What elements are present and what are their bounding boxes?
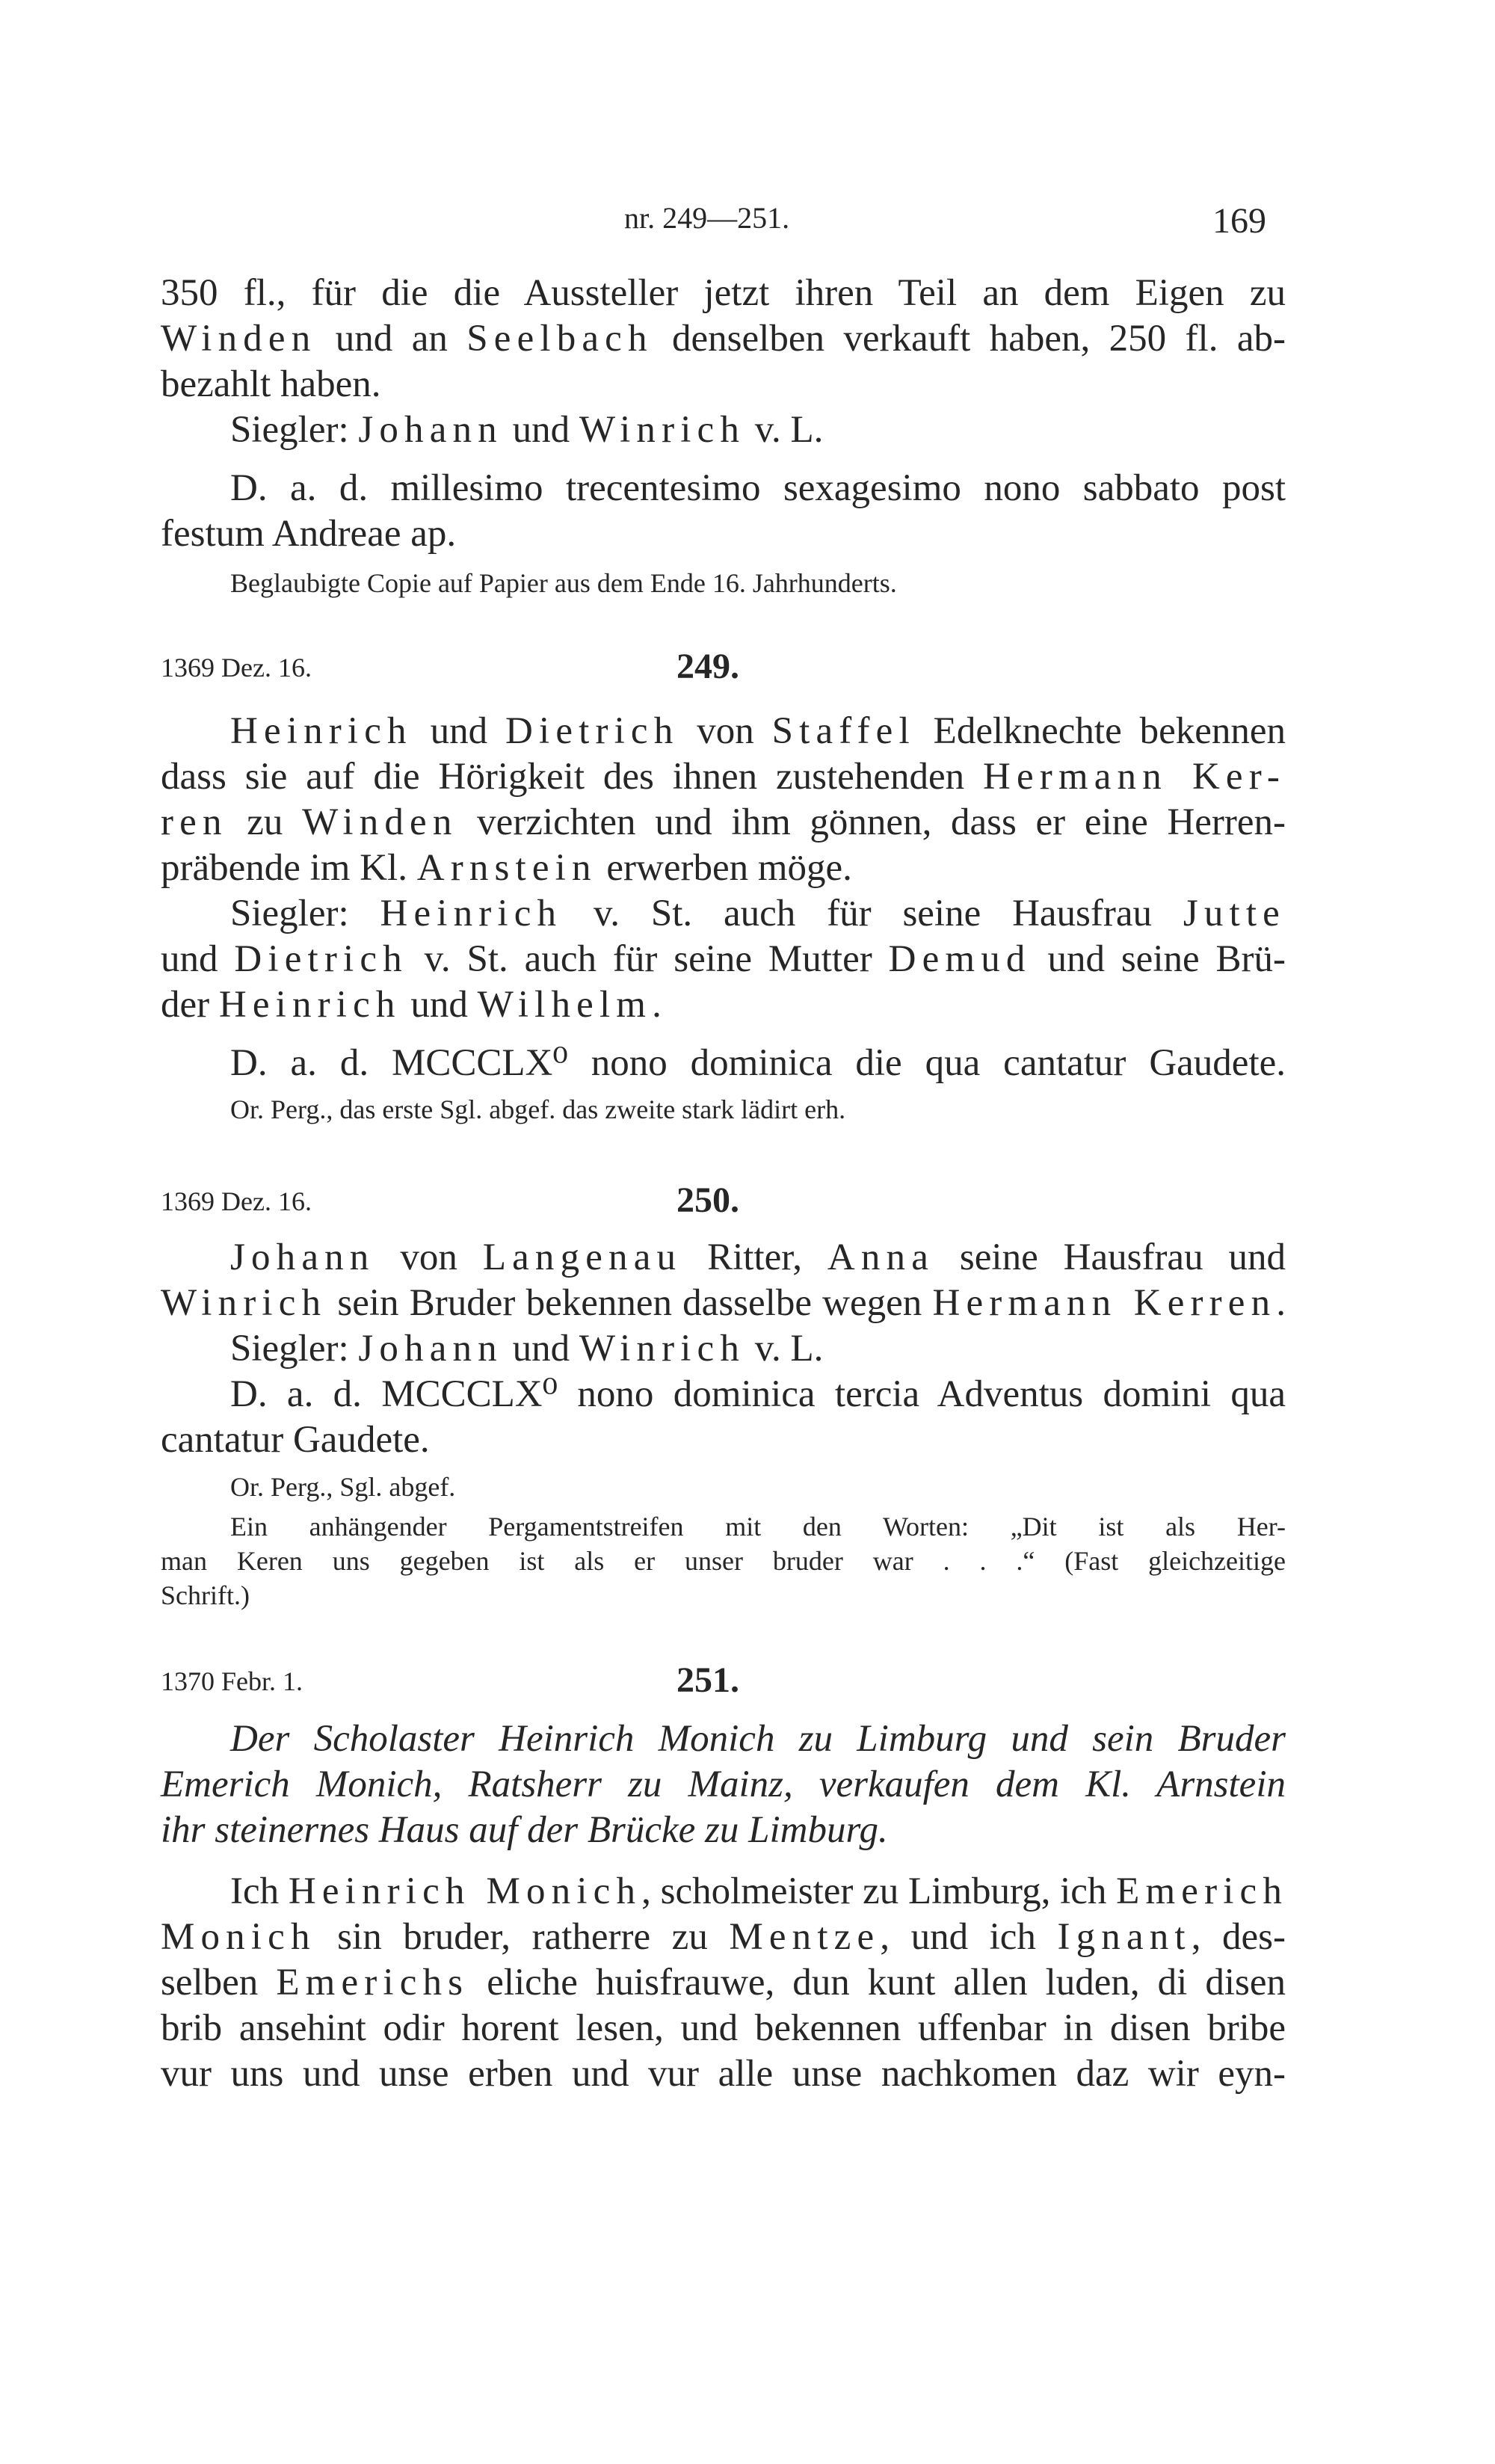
text-line: und Dietrich v. St. auch für seine Mutter Demud und seine Brü- [161,938,1286,980]
entry-249-date: 1369 Dez. 16. [161,653,312,683]
entry-250-number: 250. [676,1180,739,1220]
entry-251-date: 1370 Febr. 1. [161,1666,303,1696]
text-line: Monich sin bruder, ratherre zu Mentze, und ich Ignant, des- [161,1916,1286,1958]
text-line: Winrich sein Bruder bekennen dasselbe wegen Hermann Kerren. [161,1282,1286,1324]
text-line: festum Andreae ap. [161,513,457,555]
text-line: Heinrich und Dietrich von Staffel Edelknechte bekennen [230,710,1286,752]
text-line: cantatur Gaudete. [161,1419,430,1461]
text-line: Johann von Langenau Ritter, Anna seine Hausfrau und [230,1236,1286,1278]
source-note: Or. Perg., das erste Sgl. abgef. das zweite stark lädirt erh. [230,1094,846,1124]
regest-line: ihr steinernes Haus auf der Brücke zu Limburg. [161,1809,888,1851]
regest-line: Emerich Monich, Ratsherr zu Mainz, verkaufen dem Kl. Arnstein [161,1764,1286,1805]
source-note: Beglaubigte Copie auf Papier aus dem Ende 16. Jahrhunderts. [230,568,897,598]
page-number: 169 [1212,201,1266,241]
text-line: Siegler: Heinrich v. St. auch für seine Hausfrau Jutte [230,893,1286,934]
source-note: man Keren uns gegeben ist als er unser bruder war . . .“ (Fast gleichzeitige [161,1546,1286,1576]
text-line: brib ansehint odir horent lesen, und bekennen uffenbar in disen bribe [161,2007,1286,2049]
text-line: Siegler: Johann und Winrich v. L. [230,1328,824,1370]
source-note: Ein anhängender Pergamentstreifen mit den Worten: „Dit ist als Her- [230,1512,1286,1541]
text-line: D. a. d. millesimo trecentesimo sexagesimo nono sabbato post [230,467,1286,509]
text-line: 350 fl., für die die Aussteller jetzt ihren Teil an dem Eigen zu [161,272,1286,314]
text-line: Siegler: Johann und Winrich v. L. [230,409,824,451]
text-line: vur uns und unse erben und vur alle unse nachkomen daz wir eyn- [161,2053,1286,2095]
text-line: selben Emerichs eliche huisfrauwe, dun kunt allen luden, di disen [161,1962,1286,2003]
source-note: Or. Perg., Sgl. abgef. [230,1472,456,1502]
running-header: nr. 249—251. [624,201,790,235]
text-line: Winden und an Seelbach denselben verkauft haben, 250 fl. ab- [161,318,1286,360]
regest-line: Der Scholaster Heinrich Monich zu Limburg und sein Bruder [230,1718,1286,1760]
text-line: Ich Heinrich Monich, scholmeister zu Limburg, ich Emerich [230,1870,1288,1912]
text-line: bezahlt haben. [161,363,381,405]
entry-251-number: 251. [676,1660,739,1700]
text-line: präbende im Kl. Arnstein erwerben möge. [161,847,852,889]
text-line: dass sie auf die Hörigkeit des ihnen zustehenden Hermann Ker- [161,756,1286,798]
text-line: ren zu Winden verzichten und ihm gönnen, dass er eine Herren- [161,801,1286,843]
text-line: der Heinrich und Wilhelm. [161,984,662,1026]
text-line: D. a. d. MCCCLX⁰ nono dominica die qua cantatur Gaudete. [230,1042,1286,1084]
entry-250-date: 1369 Dez. 16. [161,1186,312,1216]
text-line: D. a. d. MCCCLX⁰ nono dominica tercia Adventus domini qua [230,1373,1286,1415]
source-note: Schrift.) [161,1580,250,1610]
entry-249-number: 249. [676,647,739,686]
